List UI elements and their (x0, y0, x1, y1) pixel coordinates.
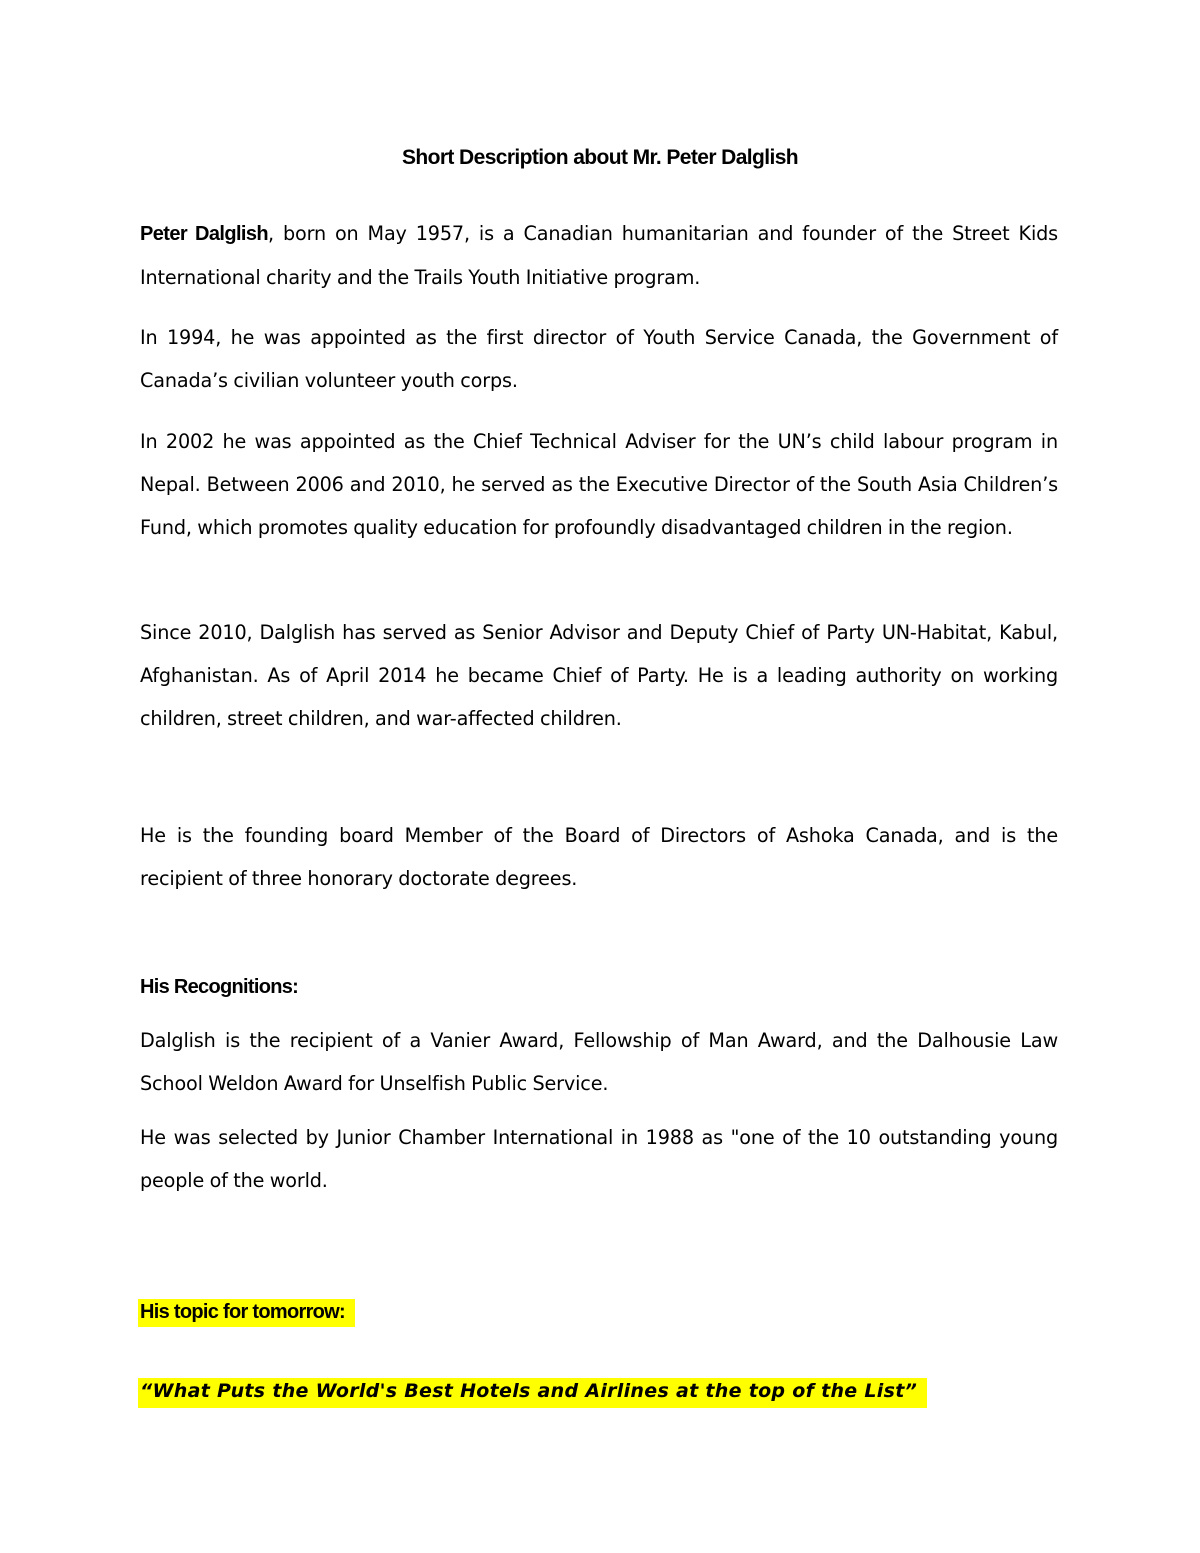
paragraph-2002: In 2002 he was appointed as the Chief Technical Adviser for the UN’s child labour program in Nepal. Between 2006 and 2010, he served as the Executive Director of the South Asia Children’s Fund, which promotes quality education for profoundly disadvantaged children in the region. (140, 430, 1058, 539)
topic-title (140, 1375, 927, 1407)
topic-title-text: “What Puts the World's Best Hotels and Airlines at the top of the List” (138, 1378, 927, 1408)
intro-text: , born on May 1957, is a Canadian humanitarian and founder of the Street Kids International charity and the Trails Youth Initiative program. (140, 222, 1058, 289)
recognitions-heading: His Recognitions: (140, 976, 299, 998)
intro-paragraph (140, 212, 1058, 299)
recognitions-jci: He was selected by Junior Chamber International in 1988 as "one of the 10 outstanding young people of the world. (140, 1126, 1058, 1192)
topic-heading-text: His topic for tomorrow: (138, 1299, 355, 1327)
topic-heading (140, 1297, 355, 1327)
recognitions-awards: Dalglish is the recipient of a Vanier Award, Fellowship of Man Award, and the Dalhousie Law School Weldon Award for Unselfish Public Service. (140, 1029, 1058, 1095)
intro-name: Peter Dalglish (140, 223, 269, 245)
paragraph-board: He is the founding board Member of the Board of Directors of Ashoka Canada, and is the recipient of three honorary doctorate degrees. (140, 824, 1058, 890)
paragraph-1994: In 1994, he was appointed as the first director of Youth Service Canada, the Government of Canada’s civilian volunteer youth corps. (140, 326, 1058, 392)
document-title: Short Description about Mr. Peter Dalglish (401, 146, 799, 169)
paragraph-2010: Since 2010, Dalglish has served as Senior Advisor and Deputy Chief of Party UN-Habitat, Kabul, Afghanistan. As of April 2014 he became Chief of Party. He is a leading authority on working children, street children, and war-affected children. (140, 621, 1058, 730)
